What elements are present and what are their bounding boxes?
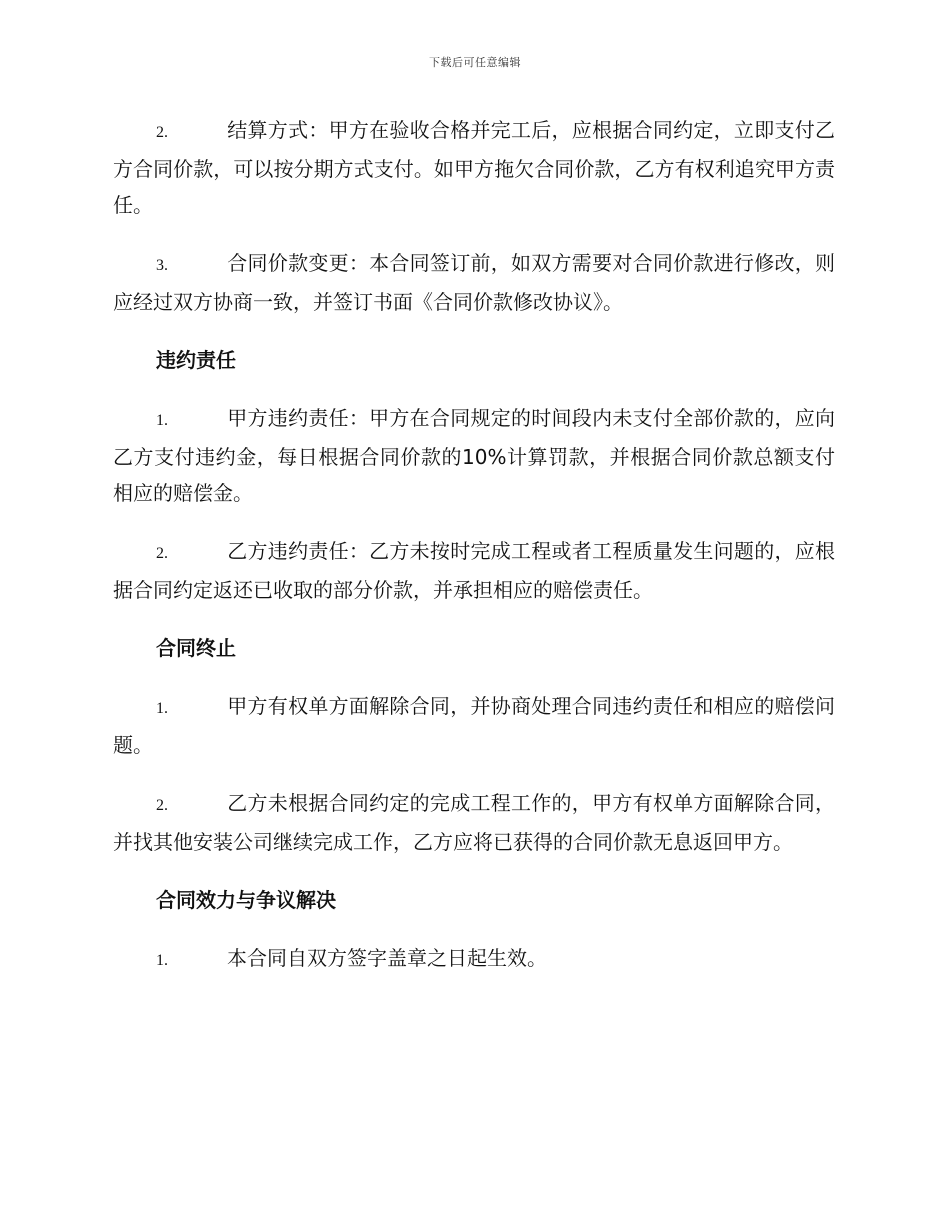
- clause-settlement: [113, 112, 835, 223]
- header-note: 下载后可任意编辑: [429, 56, 521, 69]
- clause-number: 1.: [156, 412, 168, 429]
- clause-number: 3.: [156, 257, 168, 274]
- clause-text: 乙方违约责任：乙方未按时完成工程或者工程质量发生问题的，应根据合同约定返还已收取的部分价款，并承担相应的赔偿责任。: [113, 539, 835, 602]
- section-heading-termination: 合同终止: [156, 636, 236, 660]
- clause-number: 2.: [156, 124, 168, 141]
- clause-number: 2.: [156, 545, 168, 562]
- clause-party-a-breach: [113, 400, 835, 511]
- clause-text: 甲方违约责任：甲方在合同规定的时间段内未支付全部价款的，应向乙方支付违约金，每日根据合同价款的10%计算罚款，并根据合同价款总额支付相应的赔偿金。: [113, 406, 835, 505]
- clause-number: 1.: [156, 700, 168, 717]
- clause-price-change: [113, 245, 835, 320]
- document-body: [113, 112, 835, 1001]
- section-heading-breach: 违约责任: [156, 348, 236, 372]
- clause-termination-a: [113, 688, 835, 763]
- clause-termination-b: [113, 785, 835, 860]
- clause-text: 甲方有权单方面解除合同，并协商处理合同违约责任和相应的赔偿问题。: [113, 694, 835, 757]
- clause-text: 乙方未根据合同约定的完成工程工作的，甲方有权单方面解除合同，并找其他安装公司继续完成工作，乙方应将已获得的合同价款无息返回甲方。: [113, 791, 835, 854]
- clause-number: 1.: [156, 952, 168, 969]
- clause-text: 合同价款变更：本合同签订前，如双方需要对合同价款进行修改，则应经过双方协商一致，并签订书面《合同价款修改协议》。: [113, 251, 835, 314]
- clause-effective: [113, 940, 835, 979]
- section-heading-validity: 合同效力与争议解决: [156, 888, 336, 912]
- clause-text: 本合同自双方签字盖章之日起生效。: [227, 946, 547, 970]
- clause-party-b-breach: [113, 533, 835, 608]
- clause-text: 结算方式：甲方在验收合格并完工后，应根据合同约定，立即支付乙方合同价款，可以按分期方式支付。如甲方拖欠合同价款，乙方有权利追究甲方责任。: [113, 118, 835, 217]
- clause-number: 2.: [156, 797, 168, 814]
